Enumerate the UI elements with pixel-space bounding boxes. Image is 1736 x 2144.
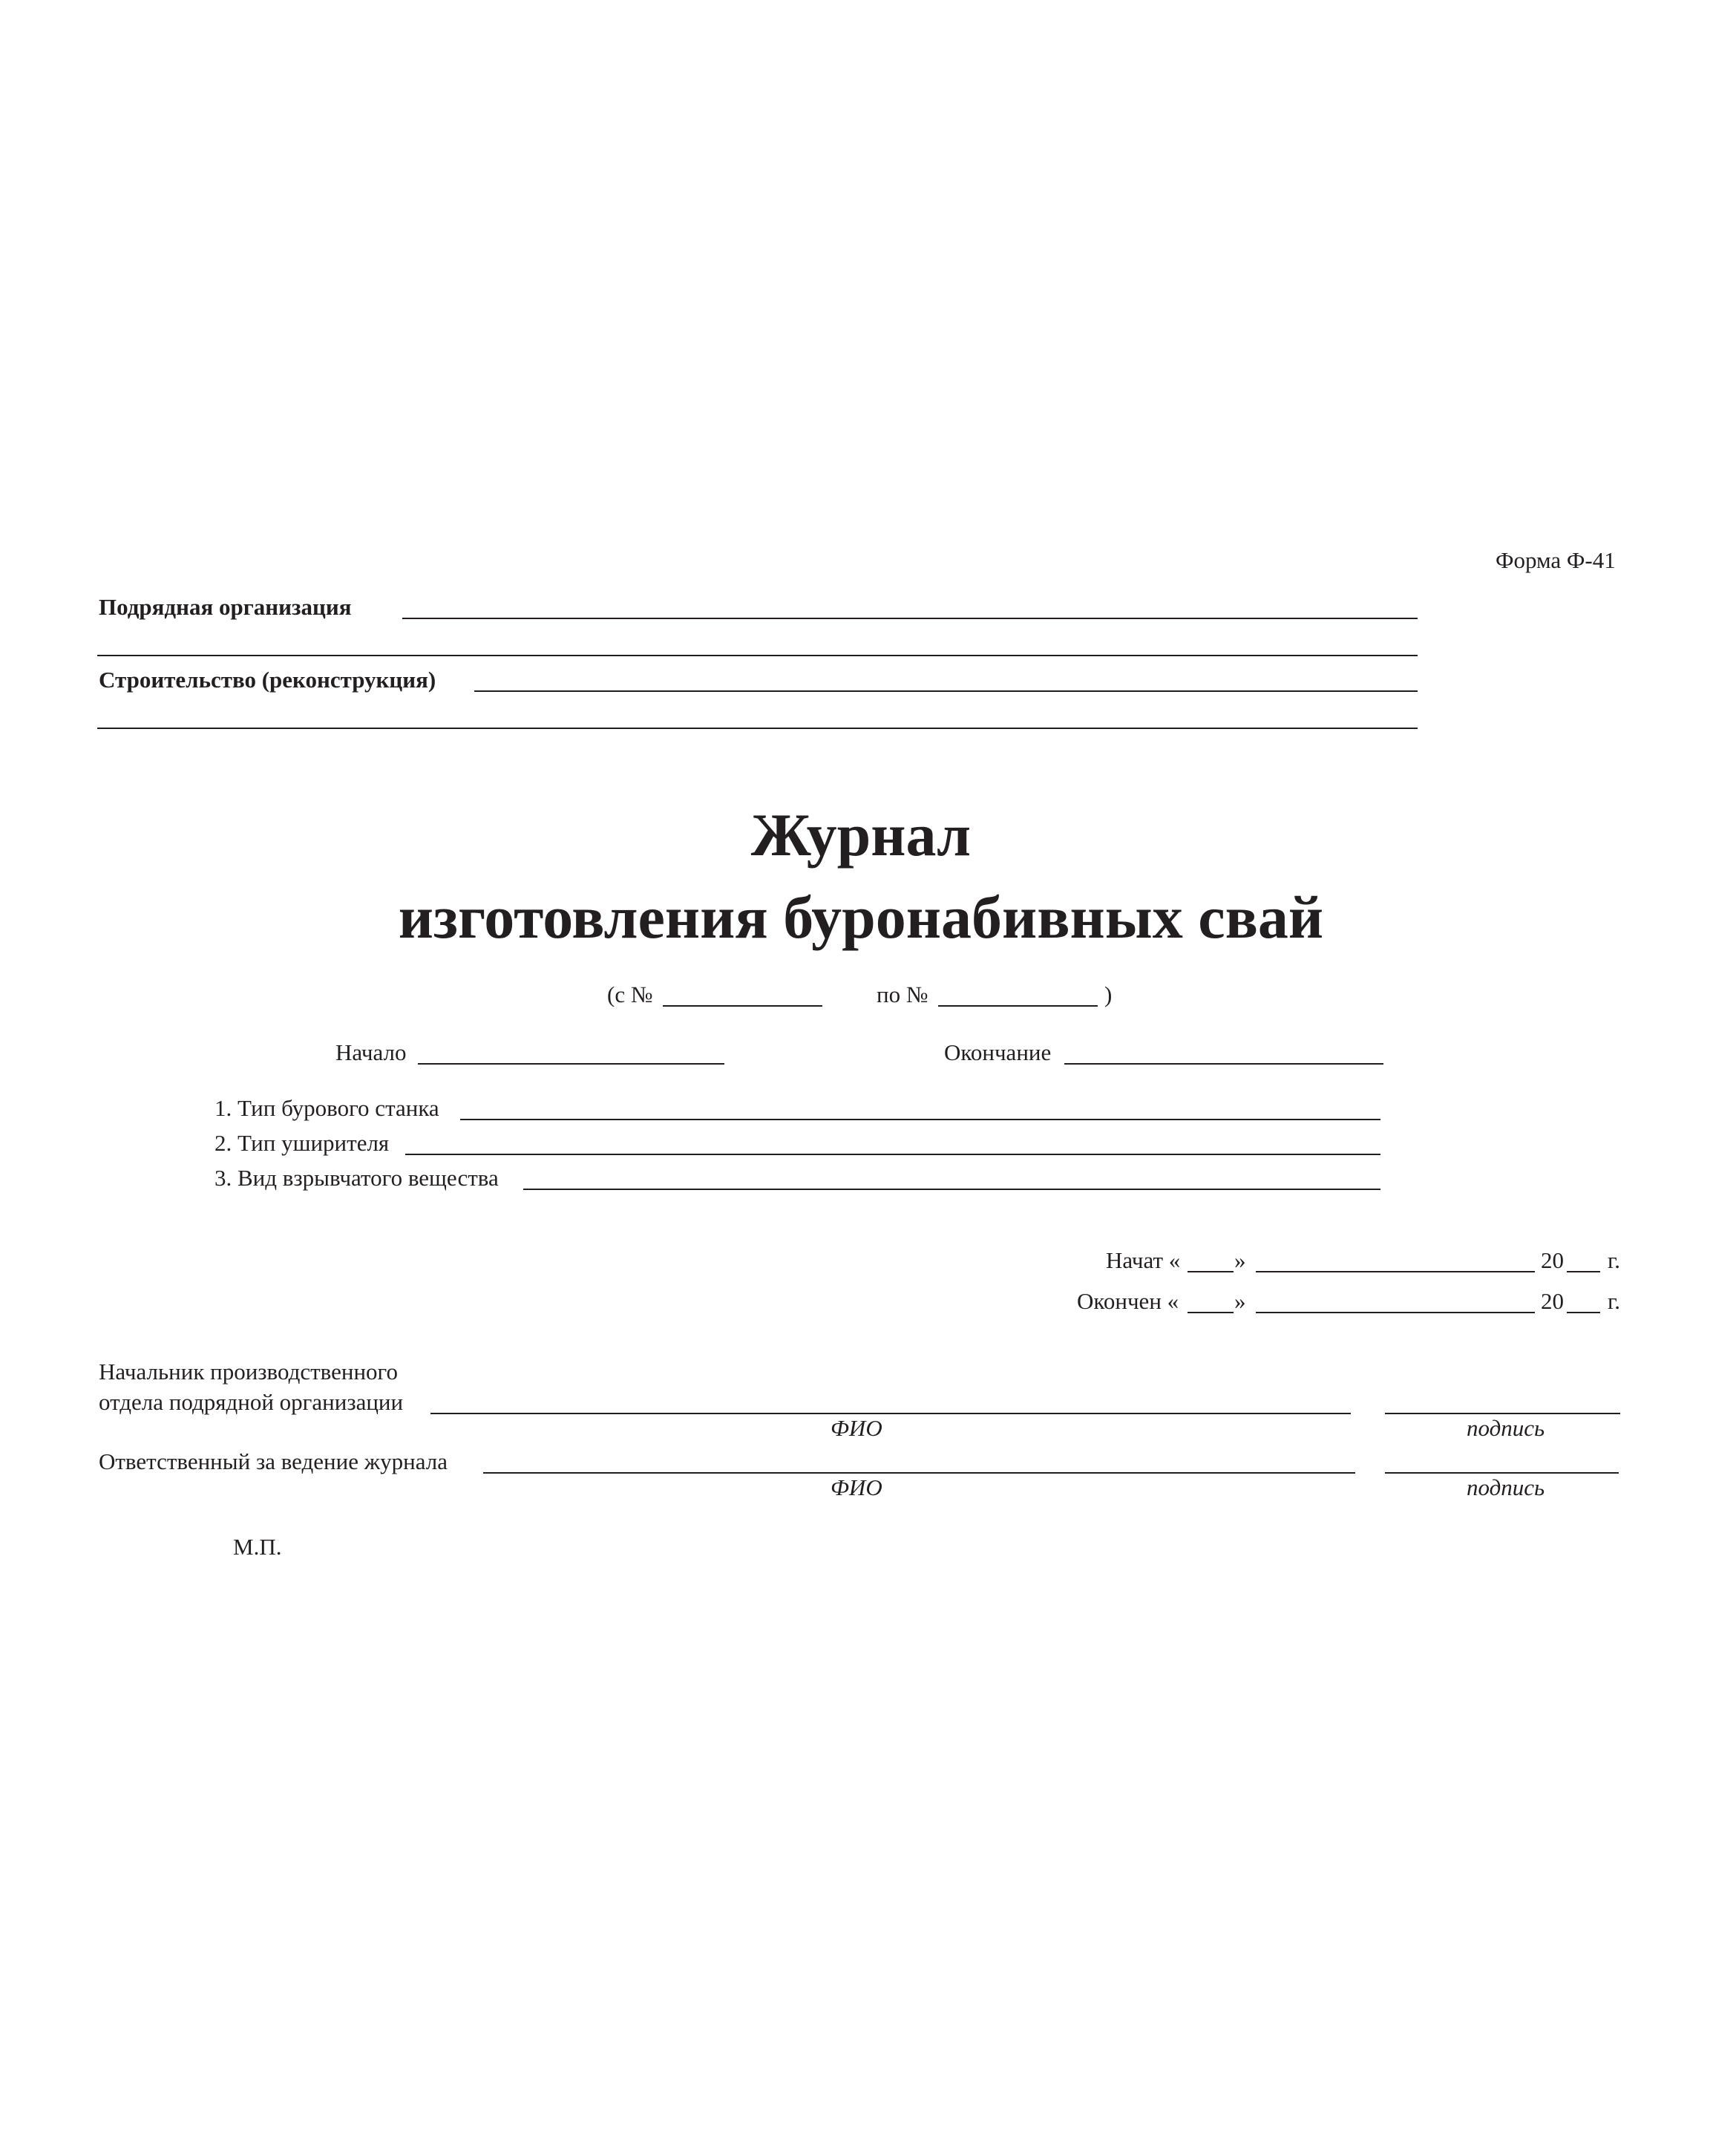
contractor-line	[402, 618, 1418, 619]
responsible-sign-caption: подпись	[1467, 1474, 1545, 1500]
started-label: Начат «	[1106, 1247, 1181, 1273]
finished-year-prefix: 20	[1541, 1288, 1564, 1314]
started-quote-close: »	[1234, 1247, 1246, 1273]
contractor-line-2	[97, 655, 1418, 656]
started-day-line	[1188, 1271, 1234, 1272]
head-fio-line	[430, 1413, 1351, 1414]
range-to-label: по №	[877, 981, 928, 1007]
head-title-line2: отдела подрядной организации	[99, 1389, 404, 1415]
start-label: Начало	[335, 1039, 407, 1065]
item-explosive-label: 3. Вид взрывчатого вещества	[214, 1165, 499, 1191]
range-from-line	[663, 1005, 822, 1007]
form-code: Форма Ф-41	[1496, 547, 1616, 573]
item-rig-type-line	[460, 1119, 1380, 1120]
start-line	[418, 1063, 724, 1065]
item-expander-type-line	[405, 1154, 1380, 1155]
item-expander-type-label: 2. Тип уширителя	[214, 1130, 390, 1156]
construction-line	[474, 690, 1418, 692]
started-month-line	[1256, 1271, 1535, 1272]
responsible-fio-caption: ФИО	[831, 1474, 882, 1500]
range-to-line	[938, 1005, 1098, 1007]
head-fio-caption: ФИО	[831, 1415, 882, 1441]
start-field[interactable]	[420, 1038, 727, 1062]
item-explosive-field[interactable]	[525, 1163, 1384, 1187]
construction-field[interactable]	[476, 664, 1421, 689]
finished-quote-close: »	[1234, 1288, 1246, 1314]
journal-title: Журнал	[750, 801, 972, 869]
range-to-field[interactable]	[940, 980, 1101, 1004]
item-explosive-line	[523, 1189, 1380, 1190]
range-from-field[interactable]	[664, 980, 826, 1004]
finished-year-line	[1567, 1312, 1600, 1313]
finished-label: Окончен «	[1077, 1288, 1179, 1314]
head-sign-caption: подпись	[1467, 1415, 1545, 1441]
item-rig-type-field[interactable]	[462, 1094, 1384, 1117]
construction-label: Строительство (реконструкция)	[99, 667, 436, 693]
finished-month-line	[1256, 1312, 1535, 1313]
head-title-line1: Начальник производственного	[99, 1359, 398, 1385]
item-expander-type-field[interactable]	[407, 1128, 1384, 1152]
construction-line-2	[97, 728, 1418, 729]
started-year-prefix: 20	[1541, 1247, 1564, 1273]
head-sign-line	[1385, 1413, 1620, 1414]
finished-year-suffix: г.	[1608, 1288, 1620, 1314]
range-from-label: (с №	[607, 981, 653, 1007]
item-rig-type-label: 1. Тип бурового станка	[214, 1095, 439, 1121]
range-close: )	[1104, 981, 1113, 1007]
end-label: Окончание	[944, 1039, 1052, 1065]
stamp-label: М.П.	[233, 1534, 282, 1560]
end-line	[1064, 1063, 1383, 1065]
started-year-line	[1567, 1271, 1600, 1272]
responsible-sign-line	[1385, 1472, 1619, 1474]
journal-subtitle: изготовления буронабивных свай	[398, 883, 1324, 951]
started-year-suffix: г.	[1608, 1247, 1620, 1273]
responsible-label: Ответственный за ведение журнала	[99, 1448, 448, 1474]
finished-day-line	[1188, 1312, 1234, 1313]
end-field[interactable]	[1067, 1038, 1387, 1062]
contractor-label: Подрядная организация	[99, 594, 352, 620]
contractor-field[interactable]	[404, 591, 1420, 616]
responsible-fio-line	[483, 1472, 1355, 1474]
